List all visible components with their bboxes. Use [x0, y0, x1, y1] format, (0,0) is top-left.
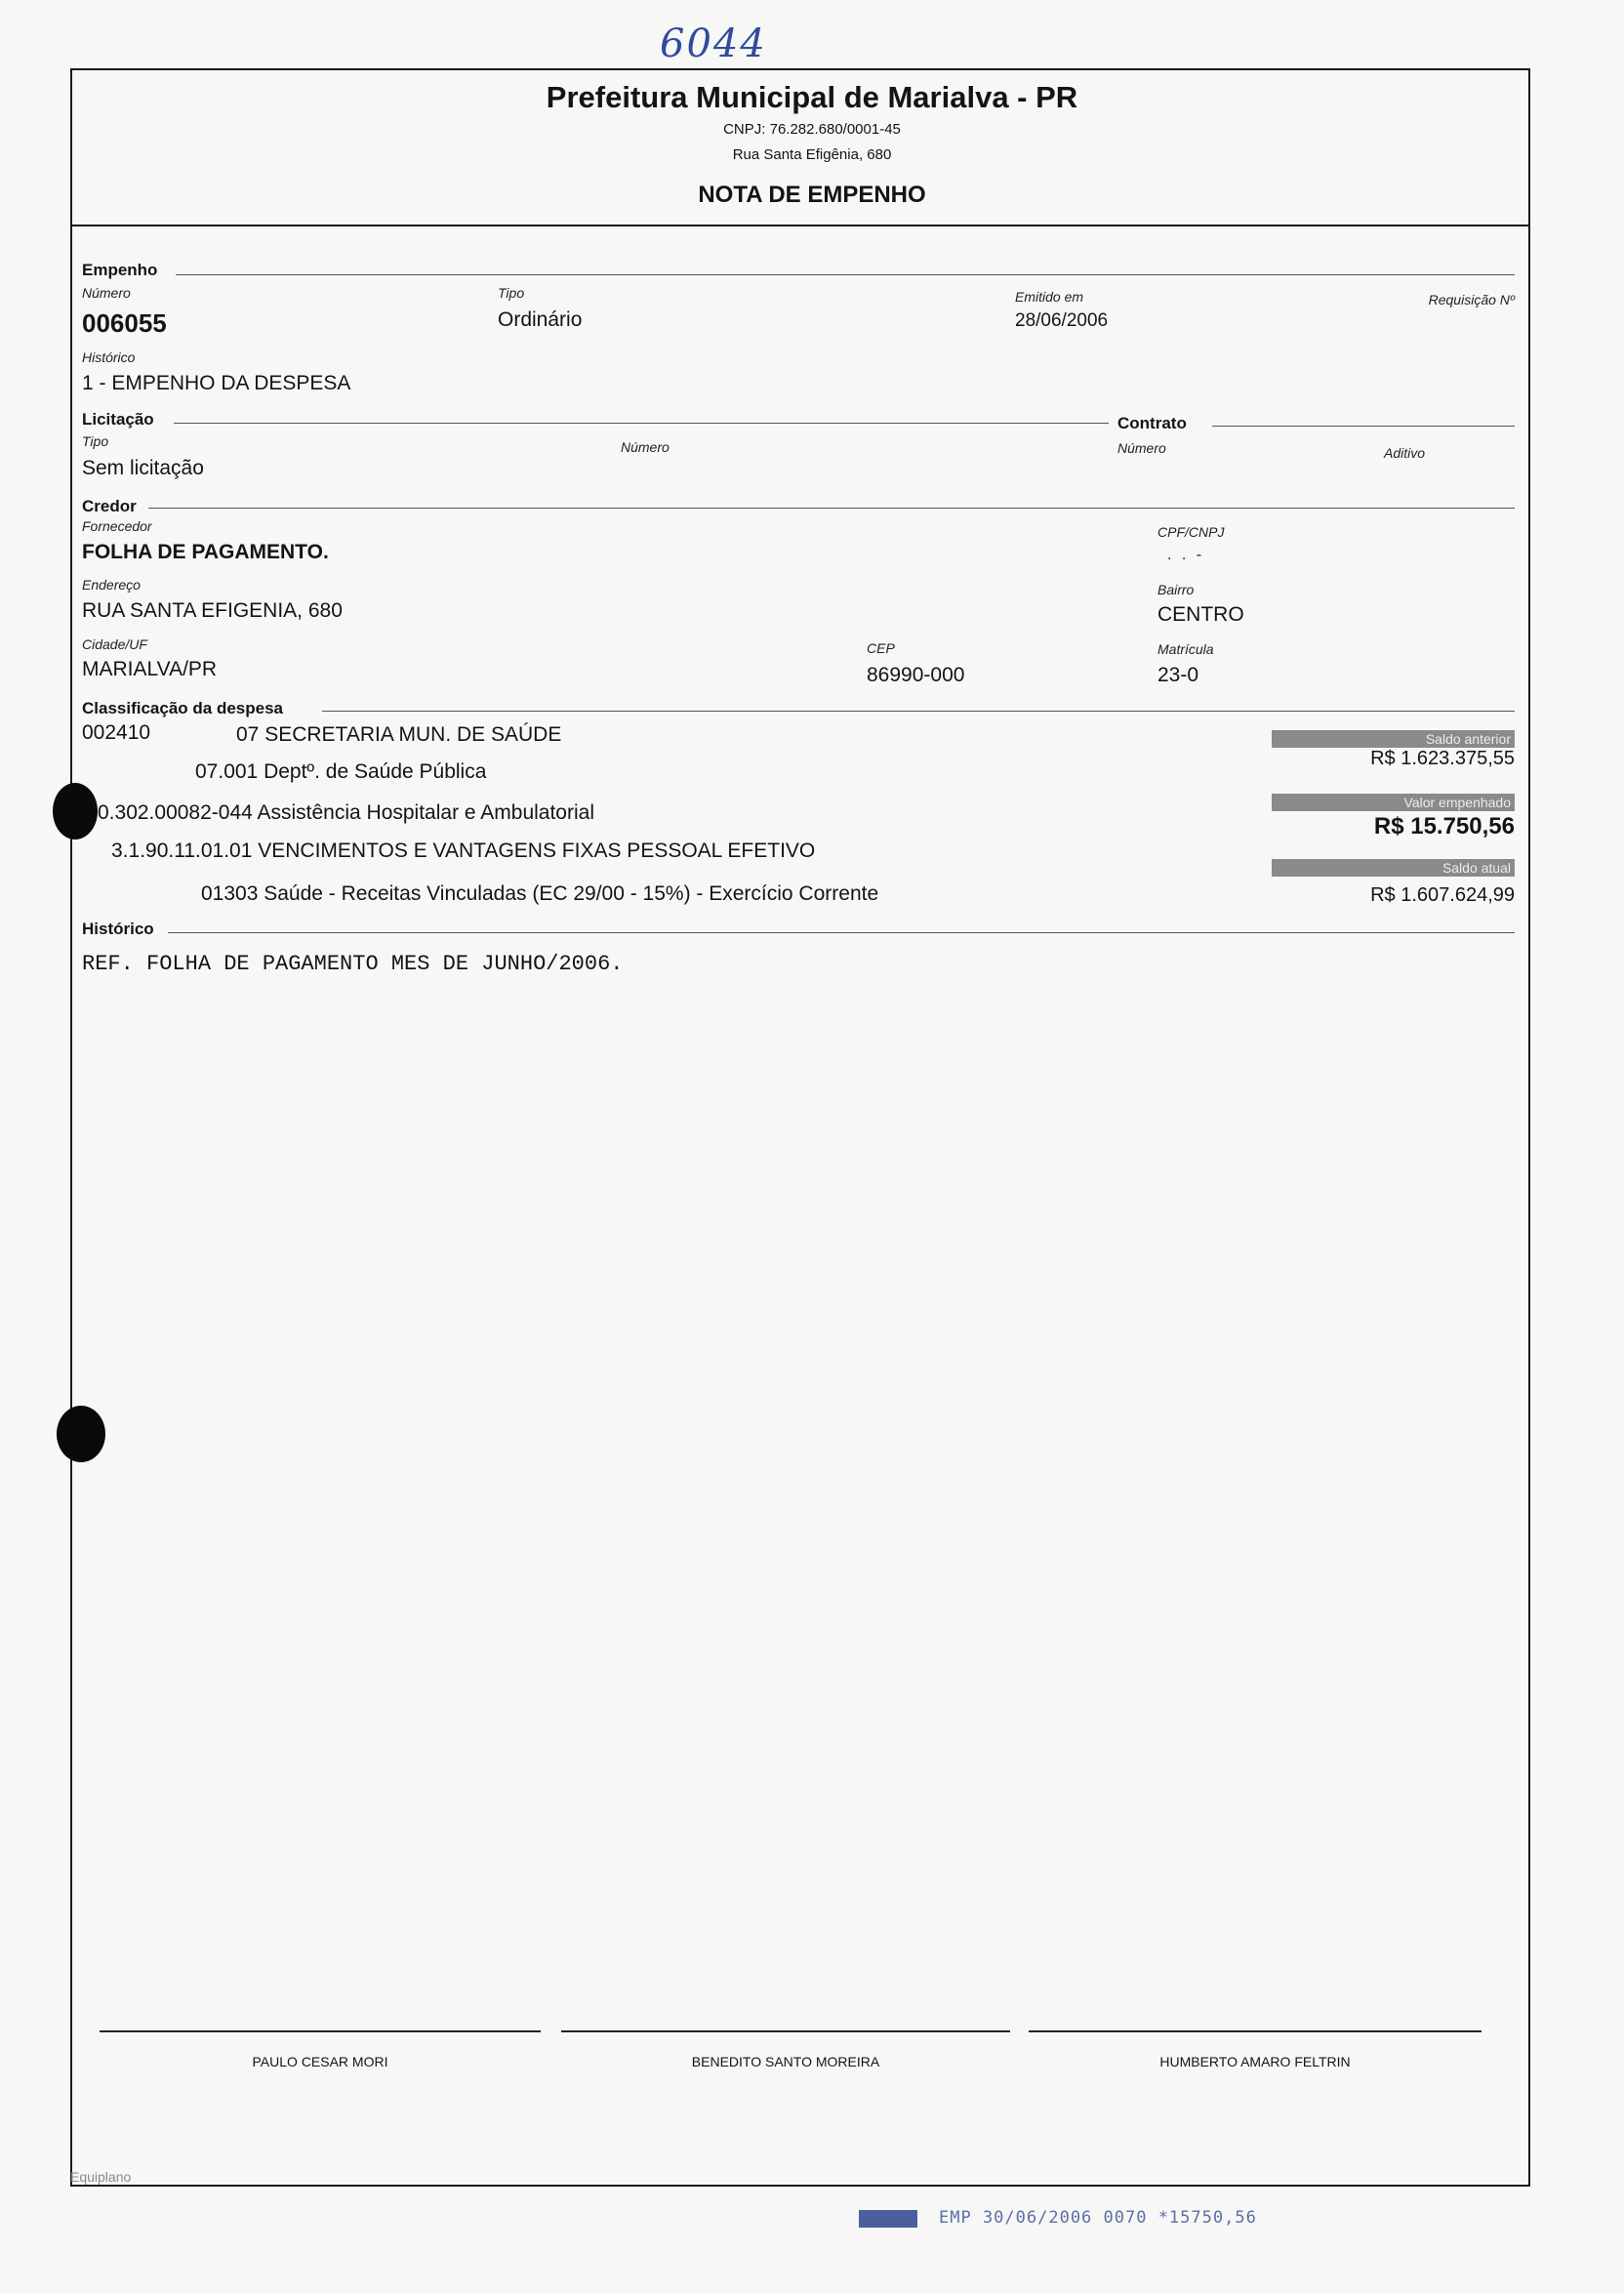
page-title: Prefeitura Municipal de Marialva - PR — [546, 80, 1078, 114]
bairro-value: CENTRO — [1157, 603, 1244, 626]
fornecedor-label: Fornecedor — [82, 518, 152, 534]
valor-empenhado-label-bar — [1272, 794, 1515, 811]
empenho-historico: 1 - EMPENHO DA DESPESA — [82, 372, 351, 394]
protocol-stamp: EMP 30/06/2006 0070 *15750,56 — [939, 2208, 1257, 2228]
signature-name-3: HUMBERTO AMARO FELTRIN — [1159, 2054, 1351, 2069]
emitido-date: 28/06/2006 — [1015, 310, 1109, 331]
section-licitacao: Licitação — [82, 410, 154, 429]
contrato-numero-label: Número — [1117, 440, 1166, 456]
empenho-tipo: Ordinário — [498, 308, 583, 331]
section-contrato: Contrato — [1117, 414, 1187, 432]
signature-line — [561, 2030, 1010, 2032]
cpf-value: . . - — [1167, 547, 1205, 563]
cnpj-text: CNPJ: 76.282.680/0001-45 — [723, 121, 901, 138]
signature-name-2: BENEDITO SANTO MOREIRA — [691, 2054, 880, 2069]
section-rule — [174, 423, 1109, 424]
section-rule — [1212, 426, 1515, 427]
cidade-label: Cidade/UF — [82, 636, 147, 652]
saldo-atual-value: R$ 1.607.624,99 — [1370, 884, 1515, 906]
handwritten-page-number: 6044 — [660, 21, 767, 66]
historico-label: Histórico — [82, 349, 136, 365]
licitacao-tipo-label: Tipo — [82, 433, 109, 449]
classificacao-funcional: 0.302.00082-044 Assistência Hospitalar e Ambulatorial — [98, 801, 594, 824]
section-credor: Credor — [82, 497, 137, 515]
section-rule — [176, 274, 1515, 275]
classificacao-unidade: 07.001 Deptº. de Saúde Pública — [195, 760, 487, 783]
saldo-atual-label-bar — [1272, 859, 1515, 877]
valor-empenhado-value: R$ 15.750,56 — [1373, 813, 1515, 839]
footer-brand: Equiplano — [70, 2169, 132, 2185]
punch-hole — [57, 1406, 105, 1462]
historico-text: REF. FOLHA DE PAGAMENTO MES DE JUNHO/2006. — [82, 952, 624, 976]
fornecedor-value: FOLHA DE PAGAMENTO. — [82, 541, 329, 563]
cep-value: 86990-000 — [867, 664, 965, 686]
endereco-label: Endereço — [82, 577, 141, 593]
header-divider — [70, 225, 1530, 226]
signature-line — [1029, 2030, 1482, 2032]
contrato-aditivo-label: Aditivo — [1384, 445, 1426, 461]
punch-hole — [53, 783, 98, 839]
valor-empenhado-label: Valor empenhado — [1403, 795, 1511, 810]
document-title: NOTA DE EMPENHO — [698, 182, 926, 208]
section-classificacao: Classificação da despesa — [82, 699, 284, 717]
numero-label: Número — [82, 285, 131, 301]
requisicao-label: Requisição Nº — [1428, 292, 1515, 307]
classificacao-code: 002410 — [82, 721, 151, 744]
stamp-mark — [859, 2210, 917, 2228]
emitido-label: Emitido em — [1015, 289, 1084, 305]
saldo-anterior-label-bar — [1272, 730, 1515, 748]
saldo-anterior-value: R$ 1.623.375,55 — [1370, 748, 1515, 769]
empenho-numero: 006055 — [82, 308, 167, 338]
cpf-label: CPF/CNPJ — [1157, 524, 1225, 540]
section-rule — [322, 711, 1515, 712]
section-rule — [148, 508, 1515, 509]
cidade-value: MARIALVA/PR — [82, 658, 218, 680]
classificacao-orgao: 07 SECRETARIA MUN. DE SAÚDE — [236, 723, 562, 746]
section-rule — [168, 932, 1515, 933]
address-text: Rua Santa Efigênia, 680 — [732, 146, 892, 163]
licitacao-numero-label: Número — [621, 439, 670, 455]
signature-name-1: PAULO CESAR MORI — [252, 2054, 388, 2069]
tipo-label: Tipo — [498, 285, 525, 301]
bairro-label: Bairro — [1157, 582, 1195, 597]
saldo-atual-label: Saldo atual — [1441, 860, 1511, 876]
matricula-label: Matrícula — [1157, 641, 1214, 657]
licitacao-tipo: Sem licitação — [82, 457, 204, 479]
matricula-value: 23-0 — [1157, 664, 1199, 686]
signature-line — [100, 2030, 541, 2032]
classificacao-fonte: 01303 Saúde - Receitas Vinculadas (EC 29/00 - 15%) - Exercício Corrente — [201, 882, 879, 905]
saldo-anterior-label: Saldo anterior — [1425, 731, 1511, 747]
cep-label: CEP — [867, 640, 895, 656]
endereco-value: RUA SANTA EFIGENIA, 680 — [82, 599, 343, 622]
classificacao-natureza: 3.1.90.11.01.01 VENCIMENTOS E VANTAGENS FIXAS PESSOAL EFETIVO — [111, 839, 816, 862]
section-historico: Histórico — [82, 920, 154, 938]
section-empenho: Empenho — [82, 261, 158, 279]
